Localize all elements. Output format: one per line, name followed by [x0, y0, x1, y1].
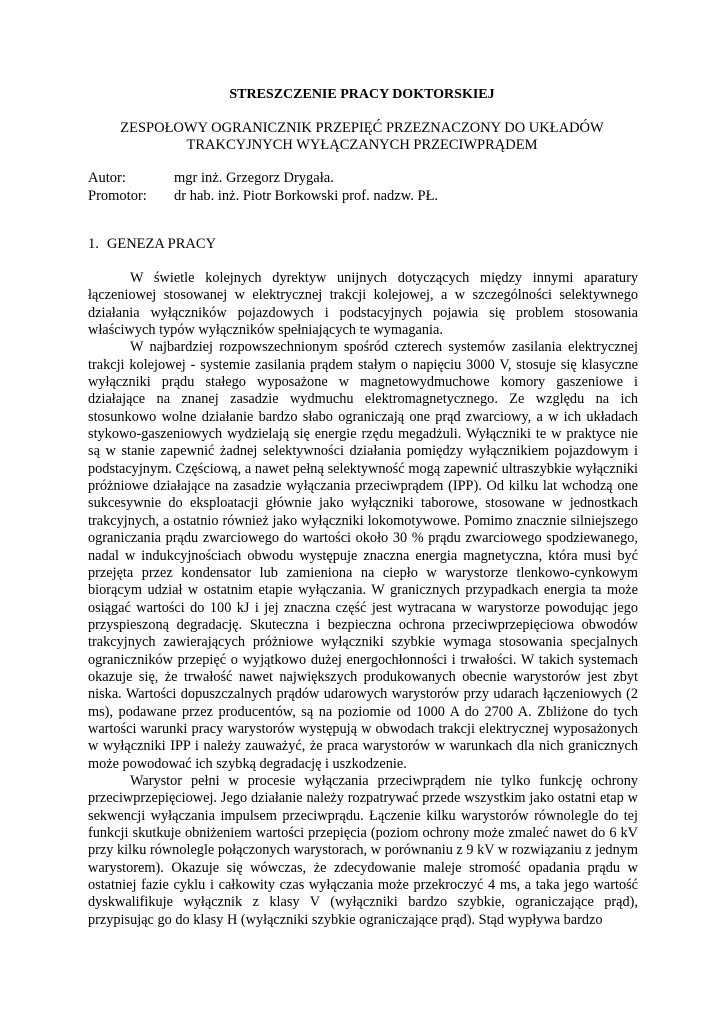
- promotor-row: [88, 187, 438, 205]
- thesis-title-line-2: TRAKCYJNYCH WYŁĄCZANYCH PRZECIWPRĄDEM: [186, 137, 538, 153]
- thesis-title-line-1: ZESPOŁOWY OGRANICZNIK PRZEPIĘĆ PRZEZNACZONY DO UKŁADÓW: [120, 120, 604, 136]
- promotor-label: Promotor:: [88, 188, 147, 204]
- author-label: Autor:: [88, 170, 126, 186]
- paragraph: W najbardziej rozpowszechnionym spośród czterech systemów zasilania elektrycznej trakcji kolejowej - systemie zasilania prądem stałym o napięciu 3000 V, stosuje się klasyczne wyłączniki prądu stałego wyposażone w magnetowydmuchowe komory gaszeniowe i działające na znanej zasadzie wydmuchu elektromagnetycznego. Ze względu na ich stosunkowo wolne działanie bardzo słabo ograniczają one prąd zwarciowy, a w ich układach stykowo-gaszeniowych wydzielają się energie rzędu megadżuli. Wyłączniki te w praktyce nie są w stanie zapewnić żadnej selektywności działania pomiędzy wyłącznikiem pojazdowym i podstacyjnym. Częściową, a nawet pełną selektywność mogą zapewnić ultraszybkie wyłączniki próżniowe działające na zasadzie wyłączania przeciwprądem (IPP). Od kilku lat wchodzą one sukcesywnie do eksploatacji głównie jako wyłączniki taborowe, stosowane w jednostkach trakcyjnych, a ostatnio również jako wyłączniki lokomotywowe. Pomimo znacznie silniejszego ograniczania prądu zwarciowego do wartości około 30 % prądu zwarciowego spodziewanego, nadal w indukcyjnościach obwodu występuje znaczna energia magnetyczna, która musi być przejęta przez kondensator lub zamieniona na ciepło w warystorze tlenkowo-cynkowym biorącym udział w ostatnim etapie wyłączania. W granicznych przypadkach energia ta może osiągać wartości do 100 kJ i jej znaczna część jest wytracana w warystorze powodując jego przyspieszoną degradację. Skuteczna i bezpieczna ochrona przeciwprzepięciowa obwodów trakcyjnych zawierających próżniowe wyłączniki szybkie wymaga stosowania specjalnych ograniczników przepięć o wyjątkowo dużej energochłonności i trwałości. W takich systemach okazuje się, że trwałość nawet największych produkowanych obecnie warystorów jest zbyt niska. Wartości dopuszczalnych prądów udarowych warystorów przy udarach łączeniowych (2 ms), podawane przez producentów, są na poziomie od 1000 A do 2700 A. Zbliżone do tych wartości warunki pracy warystorów występują w obwodach trakcji elektrycznej wyposażonych w wyłączniki IPP i należy zauważyć, że praca warystorów w warunkach dla nich granicznych może powodować ich szybką degradację i uszkodzenie.: [88, 339, 638, 772]
- paragraph: Warystor pełni w procesie wyłączania przeciwprądem nie tylko funkcję ochrony przeciwprzepięciowej. Jego działanie należy rozpatrywać przede wszystkim jako ostatni etap w sekwencji wyłączania impulsem przeciwprądu. Łączenie kilku warystorów równolegle do tej funkcji skutkuje obniżeniem wartości przepięcia (poziom ochrony może zmaleć nawet do 6 kV przy kilku równolegle połączonych warystorach, w porównaniu z 9 kV w rozwiązaniu z jednym warystorem). Okazuje się wówczas, że zdecydowanie maleje stromość opadania prądu w ostatniej fazie cyklu i całkowity czas wyłączania może przekroczyć 4 ms, a taka jego wartość dyskwalifikuje wyłącznik z klasy V (wyłączniki bardzo szybkie, ograniczające prąd), przypisując go do klasy H (wyłączniki szybkie ograniczające prąd). Stąd wypływa bardzo: [88, 772, 638, 928]
- author-name: mgr inż. Grzegorz Drygała.: [174, 170, 334, 186]
- author-row: [88, 169, 438, 187]
- paragraph: W świetle kolejnych dyrektyw unijnych dotyczących między innymi aparatury łączeniowej stosowanej w elektrycznej trakcji kolejowej, a w szczególności selektywnego działania wyłączników pojazdowych i podstacyjnych pojawia się problem stosowania właściwych typów wyłączników spełniających te wymagania.: [88, 270, 638, 339]
- promotor-name: dr hab. inż. Piotr Borkowski prof. nadzw. PŁ.: [174, 188, 439, 204]
- document-title: STRESZCZENIE PRACY DOKTORSKIEJ: [229, 87, 495, 102]
- section-number: 1.: [88, 236, 99, 252]
- section-title: GENEZA PRACY: [106, 236, 217, 252]
- thesis-title: [88, 120, 636, 154]
- author-info: [88, 169, 438, 205]
- section-body: [88, 270, 638, 929]
- section-heading: [88, 235, 216, 253]
